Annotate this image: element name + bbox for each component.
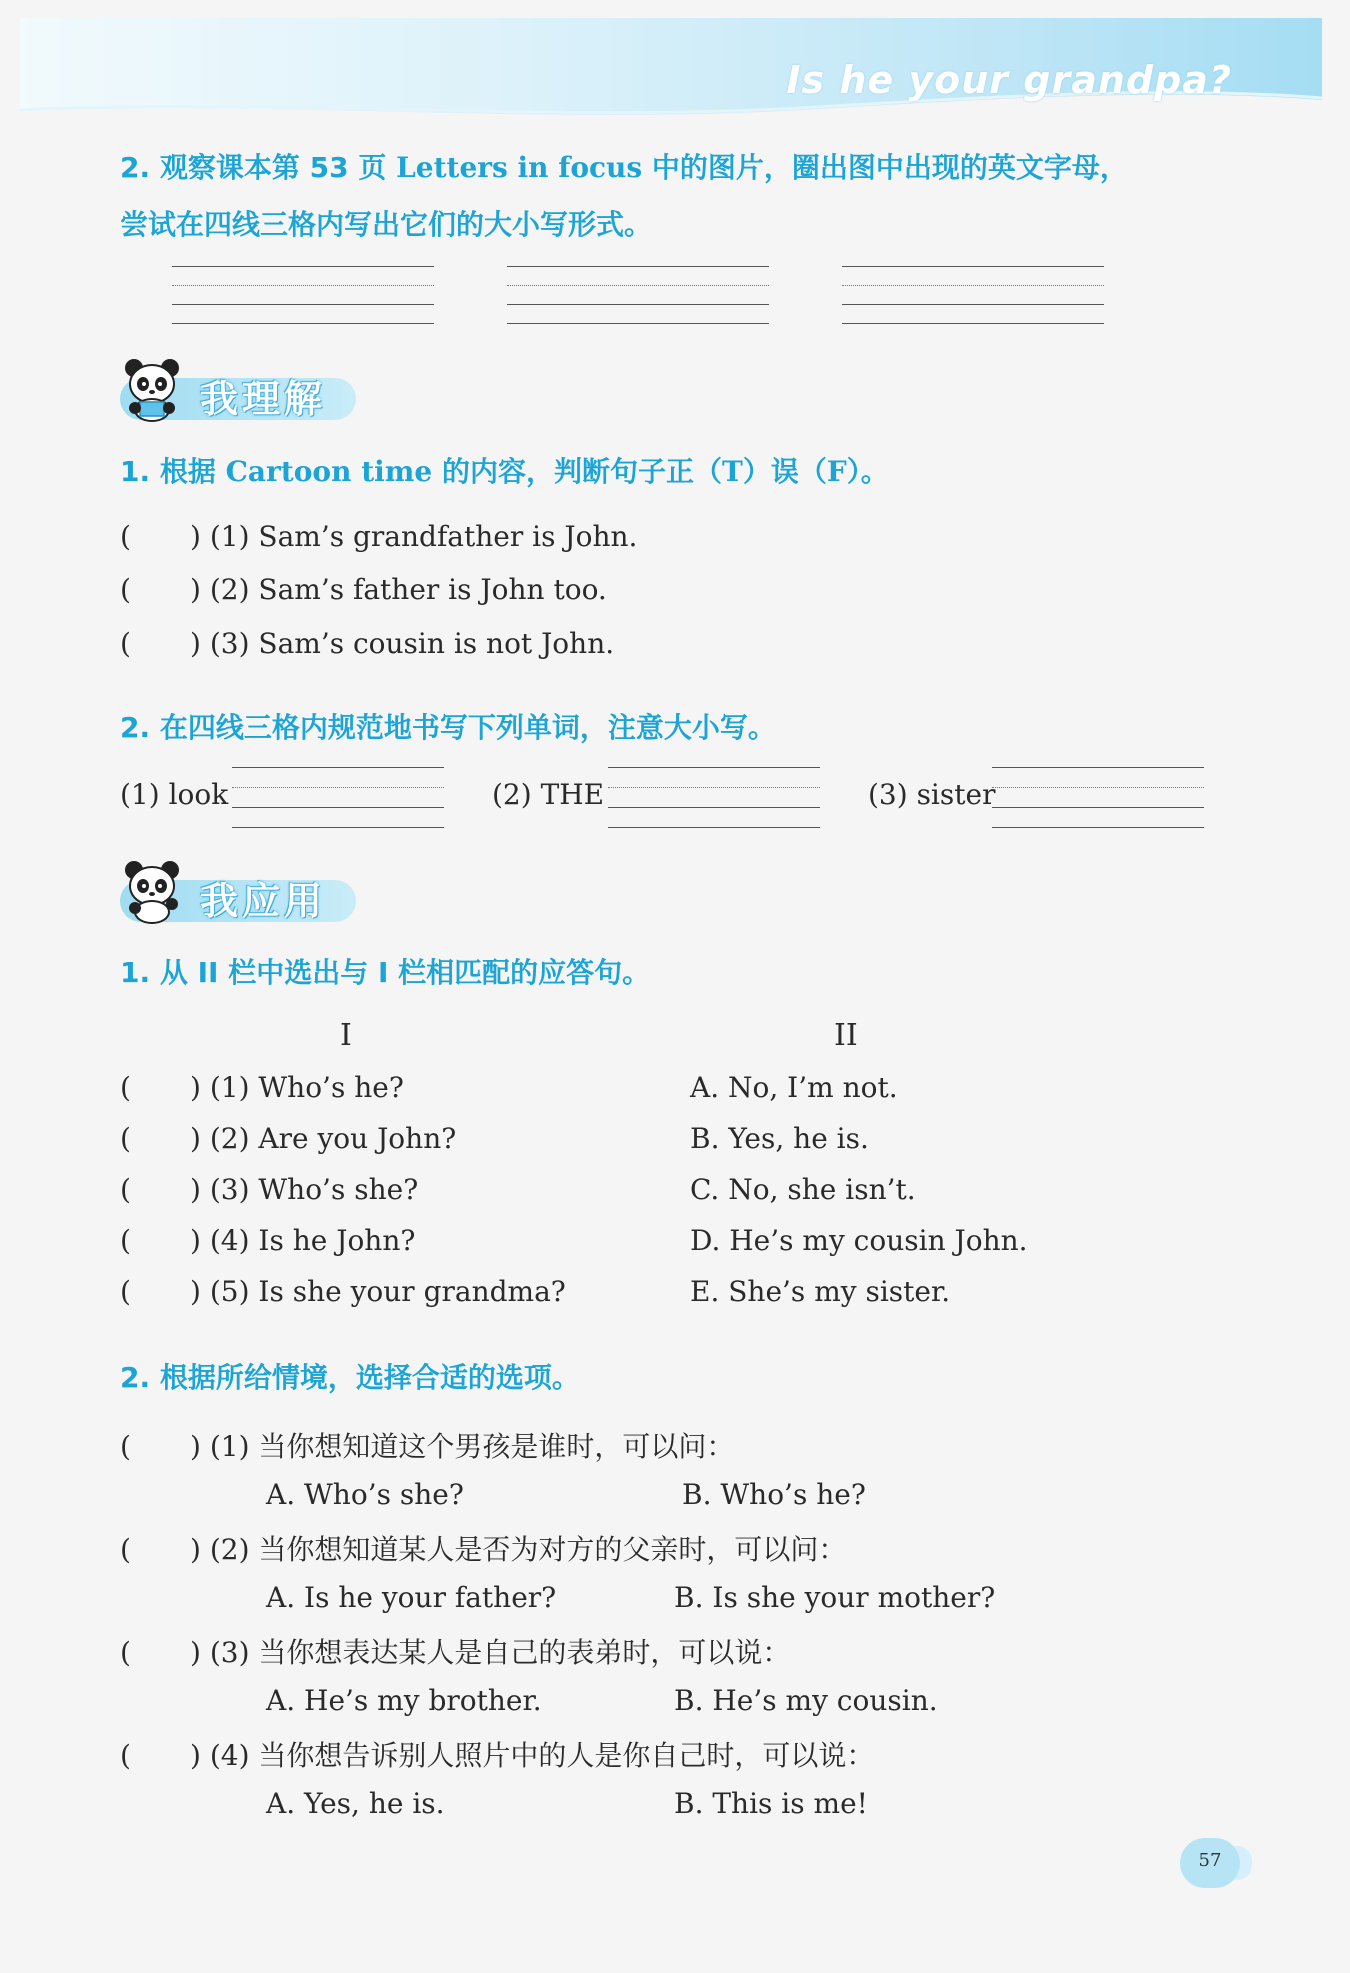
tf-statement: ) (1) Sam’s grandfather is John.: [190, 520, 638, 553]
writing-grid[interactable]: [232, 767, 444, 829]
letters-question-title-line2: 尝试在四线三格内写出它们的大小写形式。: [120, 208, 653, 241]
scenario-item[interactable]: [120, 1425, 734, 1465]
tf-item[interactable]: [120, 520, 637, 553]
question-text: ) (4) Is he John?: [190, 1224, 416, 1257]
section-banner-apply: [120, 858, 360, 928]
scenario-prompt: ) (2) 当你想知道某人是否为对方的父亲时，可以问：: [190, 1533, 847, 1566]
tf-item[interactable]: [120, 627, 614, 660]
match-question[interactable]: [120, 1071, 404, 1104]
answer-paren: (: [120, 1071, 131, 1104]
apply-q2-title: 2. 根据所给情境，选择合适的选项。: [120, 1361, 580, 1394]
banner-text: 我理解: [200, 377, 327, 421]
answer-paren: (: [120, 1430, 131, 1463]
match-answer: C. No, she isn’t.: [690, 1173, 916, 1206]
match-question[interactable]: [120, 1173, 418, 1206]
scenario-prompt: ) (4) 当你想告诉别人照片中的人是你自己时，可以说：: [190, 1739, 875, 1772]
answer-paren: (: [120, 1636, 131, 1669]
tf-item[interactable]: [120, 573, 607, 606]
title-prefix: 1. 根据: [120, 455, 226, 488]
scenario-prompt: ) (3) 当你想表达某人是自己的表弟时，可以说：: [190, 1636, 791, 1669]
scenario-item[interactable]: [120, 1528, 846, 1568]
word-label: (3) sister: [868, 778, 996, 811]
answer-paren: (: [120, 520, 131, 553]
column-header-ii: II: [834, 1018, 858, 1053]
unit-title: Is he your grandpa?: [786, 58, 1232, 102]
tf-statement: ) (3) Sam’s cousin is not John.: [190, 627, 615, 660]
title-mid2: ）误（: [742, 455, 827, 488]
option-a[interactable]: A. Is he your father?: [266, 1581, 557, 1614]
column-header-i: I: [340, 1018, 352, 1053]
option-a[interactable]: A. Yes, he is.: [266, 1787, 445, 1820]
match-answer: A. No, I’m not.: [690, 1071, 898, 1104]
answer-paren: (: [120, 627, 131, 660]
word-label: (1) look: [120, 778, 229, 811]
scenario-item[interactable]: [120, 1734, 874, 1774]
title-mid: 的内容，判断句子正（: [432, 455, 722, 488]
question-text: ) (1) Who’s he?: [190, 1071, 404, 1104]
title-t: T: [721, 455, 743, 488]
title-latin: Cartoon time: [225, 455, 433, 488]
title-end: ）。: [846, 455, 889, 488]
answer-paren: (: [120, 1224, 131, 1257]
panda-icon: [120, 356, 186, 422]
option-b[interactable]: B. This is me!: [674, 1787, 868, 1820]
match-question[interactable]: [120, 1275, 566, 1308]
writing-grid[interactable]: [608, 767, 820, 829]
title-latin: Letters in focus: [396, 151, 643, 184]
page-number: 57: [1198, 1850, 1222, 1871]
option-b[interactable]: B. Is she your mother?: [674, 1581, 996, 1614]
panda-icon: [120, 858, 186, 924]
question-text: ) (2) Are you John?: [190, 1122, 457, 1155]
banner-text: 我应用: [200, 879, 327, 923]
option-b[interactable]: B. Who’s he?: [682, 1478, 866, 1511]
letters-question-title: [120, 146, 1128, 186]
understand-q2-title: 2. 在四线三格内规范地书写下列单词，注意大小写。: [120, 711, 776, 744]
writing-grid[interactable]: [172, 266, 434, 324]
option-a[interactable]: A. He’s my brother.: [266, 1684, 542, 1717]
title-suffix: 中的图片，圈出图中出现的英文字母，: [642, 151, 1128, 184]
scenario-item[interactable]: [120, 1631, 790, 1671]
title-prefix: 2. 观察课本第 53 页: [120, 151, 397, 184]
match-answer: E. She’s my sister.: [690, 1275, 951, 1308]
answer-paren: (: [120, 1275, 131, 1308]
understand-q1-title: [120, 450, 889, 490]
tf-statement: ) (2) Sam’s father is John too.: [190, 573, 607, 606]
apply-q1-title: 1. 从 II 栏中选出与 I 栏相匹配的应答句。: [120, 956, 651, 989]
question-text: ) (3) Who’s she?: [190, 1173, 419, 1206]
answer-paren: (: [120, 1739, 131, 1772]
match-question[interactable]: [120, 1224, 415, 1257]
option-b[interactable]: B. He’s my cousin.: [674, 1684, 938, 1717]
word-label: (2) THE: [492, 778, 605, 811]
match-answer: B. Yes, he is.: [690, 1122, 869, 1155]
section-banner-understand: [120, 356, 360, 426]
writing-grid[interactable]: [992, 767, 1204, 829]
option-a[interactable]: A. Who’s she?: [266, 1478, 464, 1511]
answer-paren: (: [120, 573, 131, 606]
scenario-prompt: ) (1) 当你想知道这个男孩是谁时，可以问：: [190, 1430, 735, 1463]
answer-paren: (: [120, 1122, 131, 1155]
answer-paren: (: [120, 1173, 131, 1206]
title-f: F: [826, 455, 847, 488]
writing-grid[interactable]: [842, 266, 1104, 324]
answer-paren: (: [120, 1533, 131, 1566]
match-question[interactable]: [120, 1122, 456, 1155]
writing-grid[interactable]: [507, 266, 769, 324]
match-answer: D. He’s my cousin John.: [690, 1224, 1028, 1257]
question-text: ) (5) Is she your grandma?: [190, 1275, 566, 1308]
